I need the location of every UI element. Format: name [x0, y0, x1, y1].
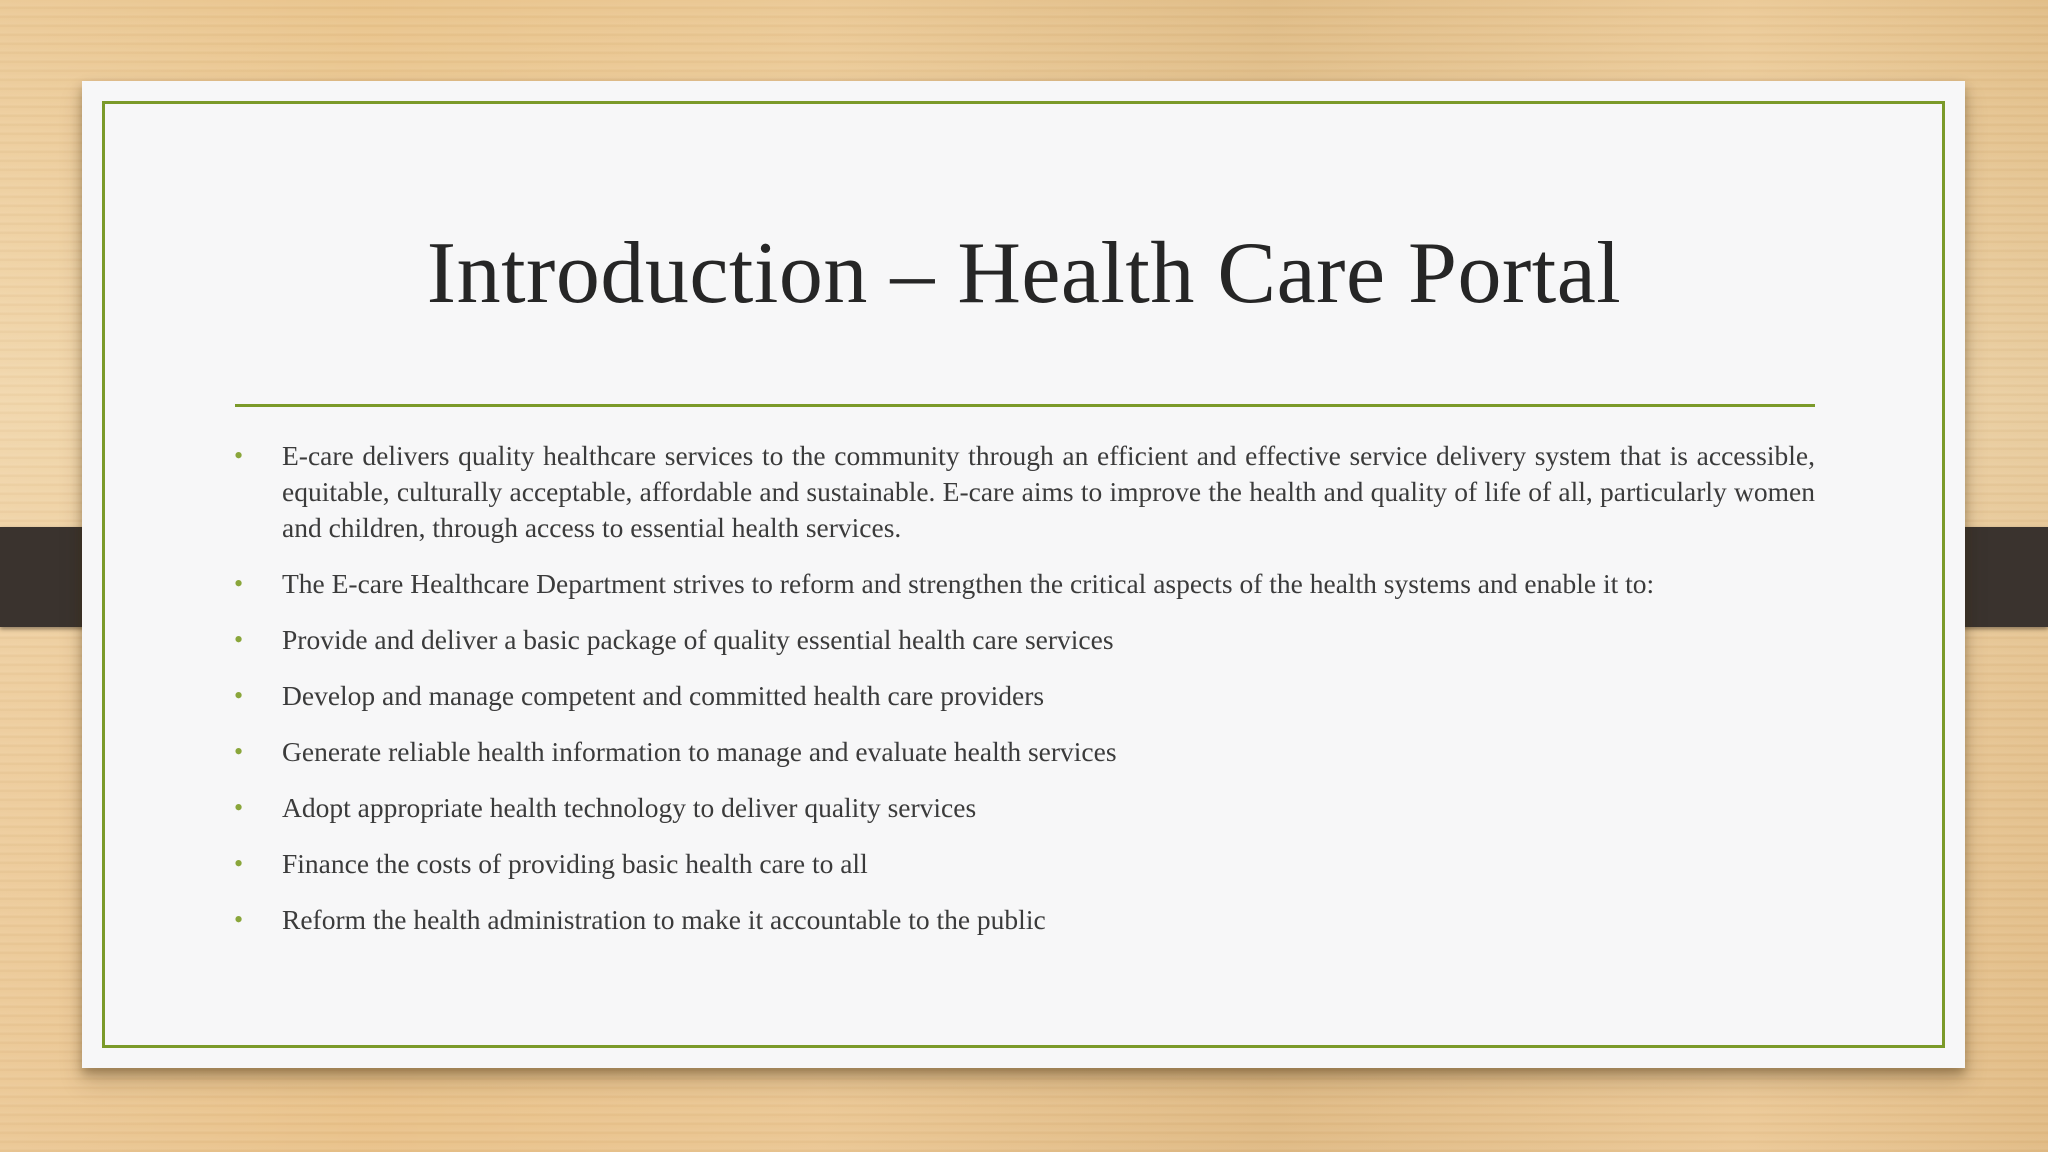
bullet-icon: • [234, 441, 244, 470]
bullet-icon: • [234, 905, 244, 934]
bullet-text: Adopt appropriate health technology to deliver quality services [282, 792, 977, 823]
bullet-text: The E-care Healthcare Department strives to reform and strengthen the critical aspects of the health systems and enable it to: [282, 568, 1655, 599]
bullet-text: Develop and manage competent and committed health care providers [282, 680, 1045, 711]
bullet-icon: • [234, 569, 244, 598]
bullet-item-intro [232, 438, 1815, 546]
bullet-item-finance [232, 846, 1815, 882]
title-divider [235, 404, 1815, 407]
bullet-item-develop [232, 678, 1815, 714]
bullet-item-adopt [232, 790, 1815, 826]
bullet-list [232, 438, 1815, 958]
bullet-text: Generate reliable health information to manage and evaluate health services [282, 736, 1117, 767]
slide-title: Introduction – Health Care Portal [426, 225, 1622, 322]
bullet-item-generate [232, 734, 1815, 770]
bullet-icon: • [234, 625, 244, 654]
bullet-text: Finance the costs of providing basic health care to all [282, 848, 868, 879]
bullet-text: E-care delivers quality healthcare services to the community through an efficient and effective service delivery system that is accessible, equitable, culturally acceptable, affordable and sustainable. E-care aims to improve the health and quality of life of all, particularly women and children, through access to essential health services. [282, 440, 1815, 543]
bullet-item-reform [232, 902, 1815, 938]
bullet-icon: • [234, 681, 244, 710]
bullet-icon: • [234, 849, 244, 878]
bullet-icon: • [234, 793, 244, 822]
bullet-item-provide [232, 622, 1815, 658]
bullet-text: Reform the health administration to make it accountable to the public [282, 904, 1046, 935]
bullet-text: Provide and deliver a basic package of quality essential health care services [282, 624, 1114, 655]
bullet-icon: • [234, 737, 244, 766]
bullet-item-department [232, 566, 1815, 602]
